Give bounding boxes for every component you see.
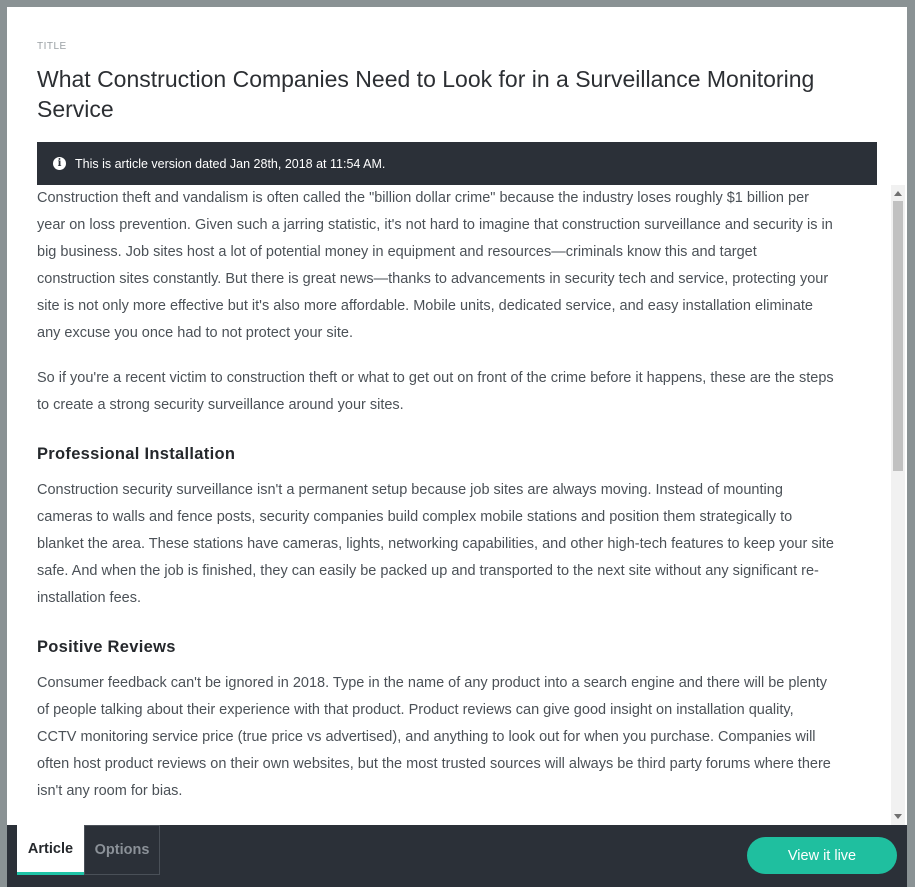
paragraph: Construction security surveillance isn't a permanent setup because job sites are always moving. Instead of mounting cameras to walls and fence posts, security companies build complex mobile stations and position them strategically to blanket the area. These stations have cameras, lights, networking capabilities, and other high-tech features to keep your site safe. And when the job is finished, they can easily be packed up and transported to the next site without any significant re-installation fees. bbox=[37, 482, 834, 606]
section-heading: Professional Installation bbox=[37, 445, 236, 463]
paragraph: Consumer feedback can't be ignored in 2018. Type in the name of any product into a search engine and there will be plenty of people talking about their experience with that product. Product reviews can give good insight on installation quality, CCTV monitoring service price (true price vs advertised), and anything to look out for when you purchase. Companies will often host product reviews on their own websites, but the most trusted sources will always be third party forums where there isn't any room for bias. bbox=[37, 675, 831, 799]
view-it-live-button[interactable]: View it live bbox=[747, 837, 897, 874]
tab-options[interactable]: Options bbox=[84, 825, 160, 875]
scroll-down-arrow-icon[interactable] bbox=[894, 814, 902, 819]
title-label: TITLE bbox=[37, 41, 67, 52]
info-icon: i bbox=[53, 157, 66, 170]
paragraph: So if you're a recent victim to construction theft or what to get out on front of the crime before it happens, these are the steps to create a strong security surveillance around your sites. bbox=[37, 370, 834, 413]
scrollbar[interactable] bbox=[891, 185, 905, 825]
article-body[interactable] bbox=[37, 185, 837, 825]
section-heading: Positive Reviews bbox=[37, 638, 176, 656]
scroll-up-arrow-icon[interactable] bbox=[894, 191, 902, 196]
paragraph: Construction theft and vandalism is often called the "billion dollar crime" because the industry loses roughly $1 billion per year on loss prevention. Given such a jarring statistic, it's not hard to imagine that construction surveillance and security is in big business. Job sites host a lot of potential money in equipment and resources—criminals know this and target construction sites constantly. But there is great news—thanks to advancements in security tech and service, protecting your site is not only more effective but it's also more affordable. Mobile units, dedicated service, and easy installation eliminate any excuse you once had to not protect your site. bbox=[37, 190, 833, 341]
scroll-thumb[interactable] bbox=[893, 201, 903, 471]
footer-bar bbox=[7, 825, 907, 887]
article-title: What Construction Companies Need to Look for in a Surveillance Monitoring Service bbox=[37, 66, 815, 122]
version-notice: This is article version dated Jan 28th, 2018 at 11:54 AM. bbox=[75, 156, 386, 171]
tab-article[interactable]: Article bbox=[17, 825, 84, 875]
article-modal bbox=[7, 7, 907, 887]
version-banner bbox=[37, 142, 877, 185]
